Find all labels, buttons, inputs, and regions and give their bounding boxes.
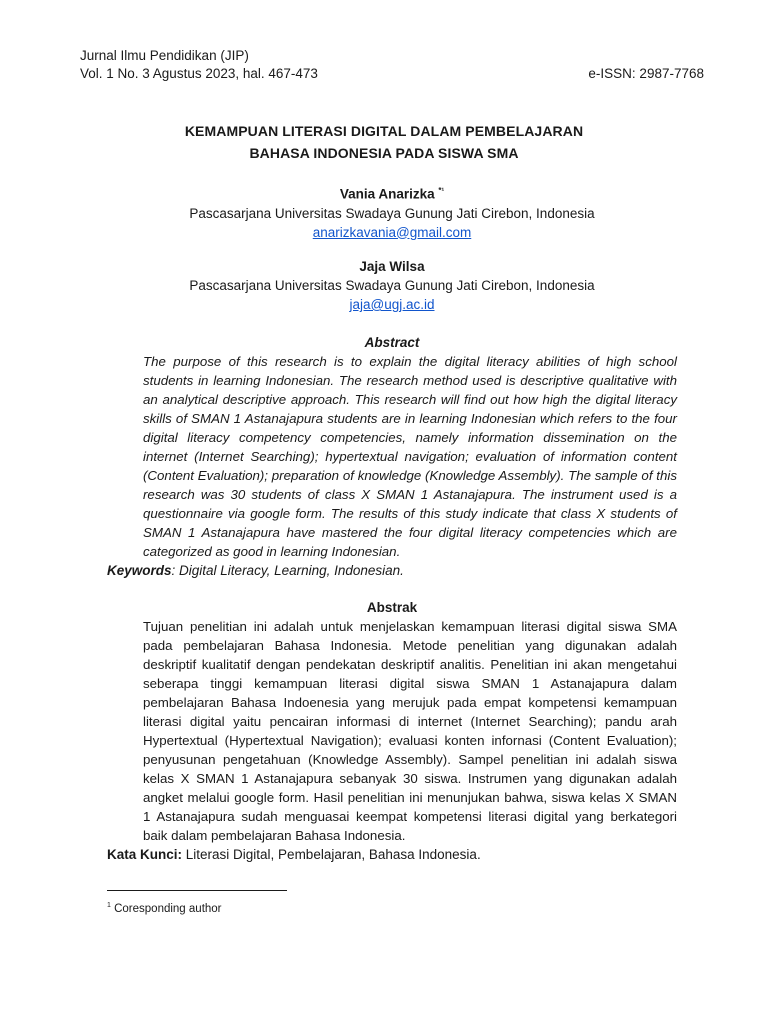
volume-info: Vol. 1 No. 3 Agustus 2023, hal. 467-473 [80,66,318,81]
author-email-link[interactable]: jaja@ugj.ac.id [349,297,435,312]
abstrak-body: Tujuan penelitian ini adalah untuk menjelaskan kemampuan literasi digital siswa SMA pada pembelajaran Bahasa Indonesia. Metode penelitian yang digunakan adalah deskriptif kualitatif dengan pendekatan deskriptif analitis. Penelitian ini akan mengetahui seberapa tinggi kemampuan literasi digital siswa SMAN 1 Astanajapura dalam pembelajaran Bahasa Indoenesia yang merujuk pada empat kompetensi kemampuan literasi digital yaitu pencairan informasi di internet (Internet Searching); pandu arah Hypertextual (Hypertextual Navigation); evaluasi konten infornasi (Content Evaluation); penyusunan pengetahuan (Knowledge Assembly). Sampel penelitian ini adalah siswa kelas X SMAN 1 Astanajapura sebanyak 30 siswa. Instrumen yang digunakan adalah angket melalui google form. Hasil penelitian ini menunjukan bahwa, siswa kelas X SMAN 1 Astanajapura sudah menguasai keempat kompetensi literasi digital yang berkategori baik dalam pembelajaran Bahasa Indonesia. [143,619,677,843]
author-name: Jaja Wilsa [359,259,425,274]
author-affiliation: Pascasarjana Universitas Swadaya Gunung Jati Cirebon, Indonesia [189,278,595,293]
abstract-body: The purpose of this research is to explain the digital literacy abilities of high school students in learning Indonesian. The research method used is descriptive qualitative with an analytical descriptive approach. This research will find out how high the digital literacy skills of SMAN 1 Astanajapura students are in learning Indonesian which refers to the four digital literacy competency competencies, namely information dissemination on the internet (Internet Searching); hypertextual navigation; evaluation of information content (Content Evaluation); preparation of knowledge (Knowledge Assembly). The sample of this research was 30 students of class X SMAN 1 Astanajapura. The instrument used is a questionnaire via google form. The results of this study indicate that class X students of SMAN 1 Astanajapura have mastered the four digital literacy competencies which are categorized as good in learning Indonesian. [143,354,677,559]
keywords-text: : Digital Literacy, Learning, Indonesian. [171,563,404,578]
abstrak-heading: Abstrak [366,600,418,615]
author-name [0,181,768,204]
kata-kunci-text: Literasi Digital, Pembelajaran, Bahasa Indonesia. [182,847,481,862]
keywords [107,561,707,580]
kata-kunci [107,845,707,864]
author-1 [0,181,768,242]
author-2 [0,257,768,314]
footnote-mark: 1 [107,902,111,909]
footnote-divider [107,890,287,891]
journal-header [80,47,318,83]
title-line-1: KEMAMPUAN LITERASI DIGITAL DALAM PEMBELAJARAN [184,123,584,139]
footnote [107,898,222,917]
footnote-text: Coresponding author [110,902,222,915]
title-line-2: BAHASA INDONESIA PADA SISWA SMA [249,145,519,161]
author-mark: *¹ [438,186,445,195]
abstract-heading: Abstract [364,335,420,350]
author-email-link[interactable]: anarizkavania@gmail.com [312,224,472,240]
author-affiliation: Pascasarjana Universitas Swadaya Gunung Jati Cirebon, Indonesia [189,205,595,221]
author-name-text: Vania Anarizka [339,186,435,202]
eissn: e-ISSN: 2987-7768 [588,66,704,81]
keywords-label: Keywords [107,563,172,578]
kata-kunci-label: Kata Kunci: [107,847,183,862]
journal-name: Jurnal Ilmu Pendidikan (JIP) [80,48,249,63]
paper-title [0,120,768,164]
